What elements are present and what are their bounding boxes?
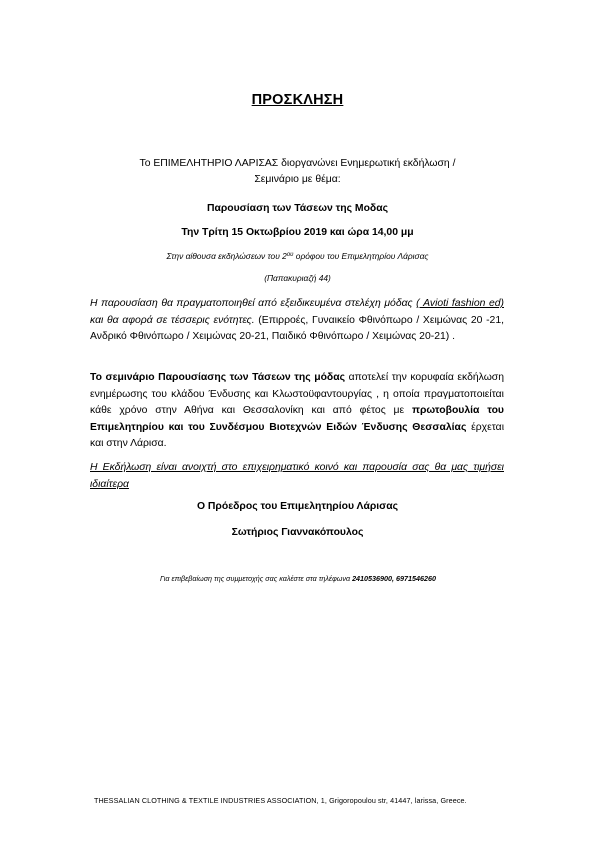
event-venue <box>0 251 595 261</box>
venue-after: ορόφου του Επιμελητηρίου Λάρισας <box>293 251 429 261</box>
para2-bold-2: πρωτοβουλία του Επιμελητηρίου και του Συνδέσμου Βιοτεχνών Ειδών Ένδυσης Θεσσαλίας <box>90 405 504 433</box>
intro-line-1: Το ΕΠΙΜΕΛΗΤΗΡΙΟ ΛΑΡΙΣΑΣ διοργανώνει Ενημερωτική εκδήλωση / <box>139 158 456 169</box>
paragraph-presentation <box>90 296 504 346</box>
venue-before: Στην αίθουσα εκδηλώσεων του 2 <box>166 251 287 261</box>
event-date: Την Τρίτη 15 Οκτωβρίου 2019 και ώρα 14,00 μμ <box>181 227 414 238</box>
footer-address: THESSALIAN CLOTHING & TEXTILE INDUSTRIES ASSOCIATION, 1, Grigoropoulou str, 41447, larissa, Greece. <box>94 796 467 805</box>
paragraph-seminar <box>90 370 504 453</box>
intro-line-2: Σεμινάριο με θέμα: <box>254 174 341 185</box>
signature-role: Ο Πρόεδρος του Επιμελητηρίου Λάρισας <box>196 501 399 512</box>
confirm-phones: 2410536900, 6971546260 <box>352 574 437 583</box>
para1-italic-1: Η παρουσίαση θα πραγματοποιηθεί από εξειδικευμένα στελέχη μόδας <box>90 298 417 309</box>
confirm-text: Για επιβεβαίωση της συμμετοχής σας καλέστε στα τηλέφωνα <box>160 574 353 583</box>
para1-italic-2: και θα αφορά σε τέσσερις ενότητες. <box>90 314 255 326</box>
venue-superscript: ου <box>286 252 294 258</box>
confirmation-note <box>160 574 436 583</box>
signature-name: Σωτήριος Γιαννακόπουλος <box>231 527 364 538</box>
document-title: ΠΡΟΣΚΛΗΣΗ <box>251 92 344 108</box>
para2-text-2: έρχεται και στην Λάρισα. <box>90 421 504 449</box>
para2-bold-1: Το σεμινάριο Παρουσίασης των Τάσεων της μόδας <box>90 372 346 383</box>
presenter-link: ( Avioti fashion ed) <box>416 298 504 309</box>
para2-text-1: αποτελεί την κορυφαία εκδήλωση ενημέρωσης του κλάδου Ένδυσης και Κλωστοϋφαντουργίας , η οποία πραγματοποιείται κάθε χρόνο στην Αθήνα και Θεσσαλονίκη και από φέτος με <box>90 372 505 416</box>
para1-sections: (Επιρροές, Γυναικείο Φθινόπωρο / Χειμώνας 20 -21, Ανδρικό Φθινόπωρο / Χειμώνας 20-21, Παιδικό Φθινόπωρο / Χειμώνας 20-21) . <box>90 314 505 342</box>
paragraph-open-event: Η Εκδήλωση είναι ανοιχτή στο επιχειρηματικό κοινό και παρουσία σας θα μας τιμήσει ιδιαίτερα <box>90 462 504 490</box>
event-address: (Παπακυριαζή 44) <box>264 273 331 283</box>
event-subject: Παρουσίαση των Τάσεων της Μοδας <box>206 203 389 214</box>
intro-text <box>90 156 505 188</box>
